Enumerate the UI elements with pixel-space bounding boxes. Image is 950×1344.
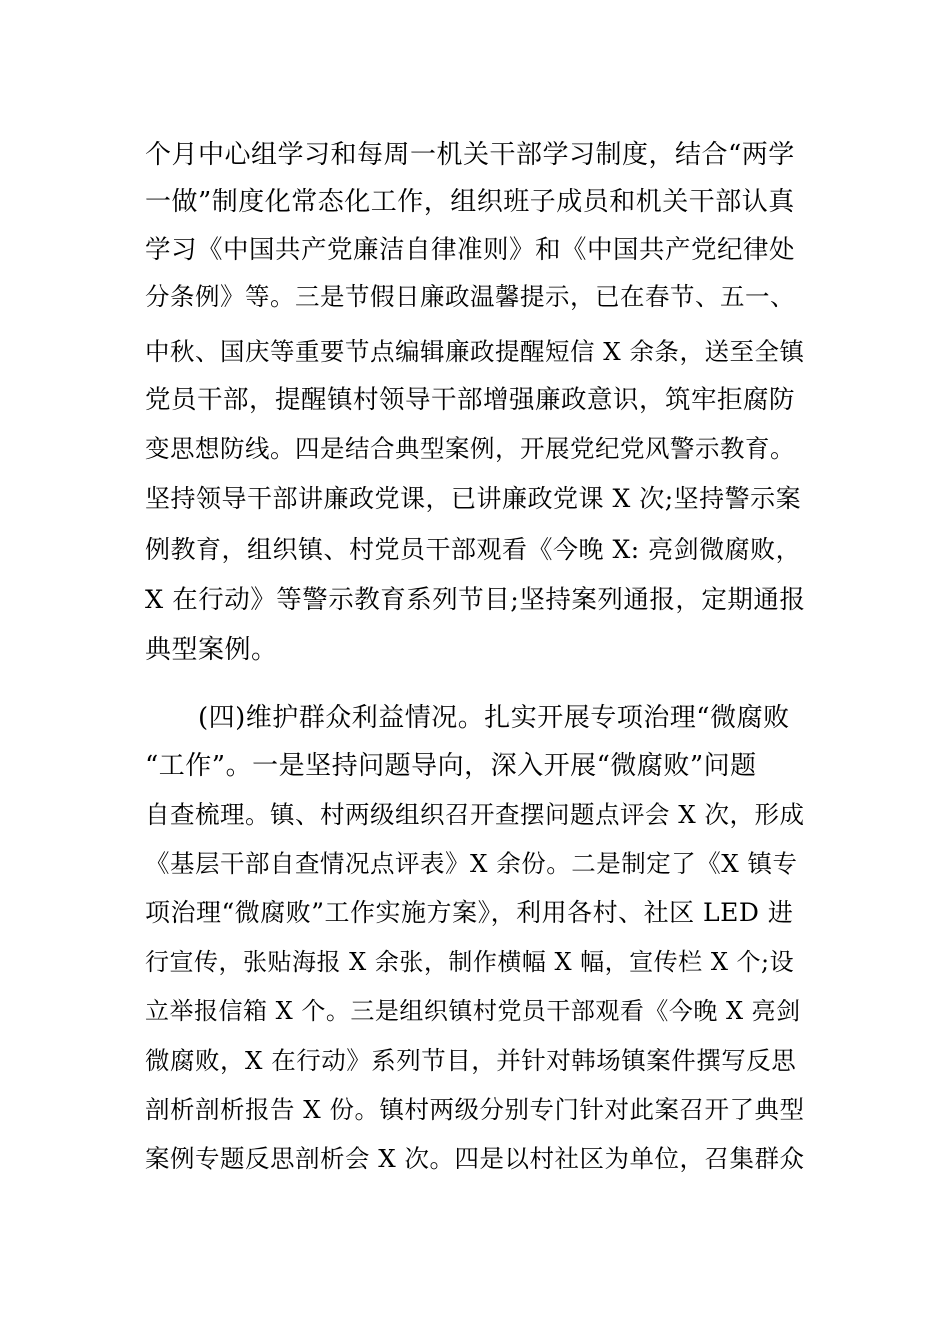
text-line: 例教育，组织镇、村党员干部观看《今晚 X: 亮剑微腐败， xyxy=(145,535,802,564)
text-line: 典型案例。 xyxy=(145,635,278,665)
text-line: 剖析剖析报告 X 份。镇村两级分别专门针对此案召开了典型 xyxy=(145,1095,805,1124)
text-line: “工作”。一是坚持问题导向，深入开展“微腐败”问题 xyxy=(145,751,757,781)
text-line: (四)维护群众利益情况。扎实开展专项治理“微腐败 xyxy=(198,703,790,733)
text-line: 项治理“微腐败”工作实施方案》，利用各村、社区 LED 进 xyxy=(145,898,794,927)
text-line: 学习《中国共产党廉洁自律准则》和《中国共产党纪律处 xyxy=(145,235,796,265)
text-line: 中秋、国庆等重要节点编辑廉政提醒短信 X 余条，送至全镇 xyxy=(145,337,805,366)
text-line: 个月中心组学习和每周一机关干部学习制度，结合“两学 xyxy=(145,140,795,170)
text-line: 党员干部，提醒镇村领导干部增强廉政意识，筑牢拒腐防 xyxy=(145,385,796,415)
text-line: 分条例》等。三是节假日廉政温馨提示，已在春节、五一、 xyxy=(145,282,795,311)
text-line: 坚持领导干部讲廉政党课，已讲廉政党课 X 次;坚持警示案 xyxy=(145,484,802,513)
text-line: 案例专题反思剖析会 X 次。四是以村社区为单位，召集群众 xyxy=(145,1144,805,1173)
text-line: 微腐败，X 在行动》系列节目，并针对韩场镇案件撰写反思 xyxy=(145,1046,797,1075)
text-line: 立举报信箱 X 个。三是组织镇村党员干部观看《今晚 X 亮剑 xyxy=(145,997,801,1025)
text-line: 一做”制度化常态化工作，组织班子成员和机关干部认真 xyxy=(145,187,795,217)
text-line: X 在行动》等警示教育系列节目;坚持案列通报，定期通报 xyxy=(145,585,806,615)
text-line: 变思想防线。四是结合典型案例，开展党纪党风警示教育。 xyxy=(145,434,795,463)
text-line: 自查梳理。镇、村两级组织召开查摆问题点评会 X 次，形成 xyxy=(145,800,805,829)
text-line: 行宣传，张贴海报 X 余张，制作横幅 X 幅，宣传栏 X 个;设 xyxy=(145,948,795,976)
text-line: 《基层干部自查情况点评表》X 余份。二是制定了《X 镇专 xyxy=(145,849,798,878)
